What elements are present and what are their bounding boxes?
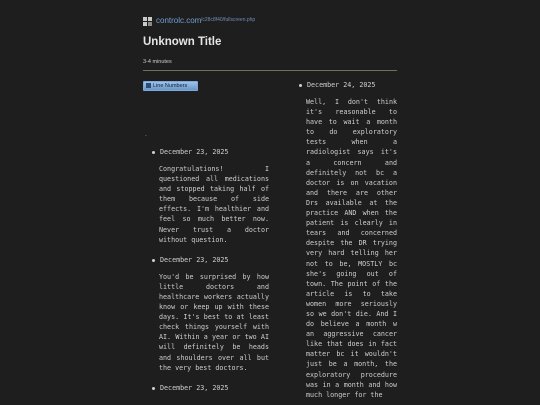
read-time: 3-4 minutes [143,59,172,65]
left-column [151,146,269,403]
comment-date: December 24, 2025 [298,79,397,91]
list-item [151,254,269,373]
line-numbers-label: Line Numbers [153,83,188,89]
page-title: Unknown Title [143,36,222,48]
comment-date: December 23, 2025 [151,382,269,394]
list-item [298,79,397,400]
site-name-link[interactable]: controlc.com [156,16,202,25]
list-item [151,146,269,245]
line-numbers-icon [146,83,151,88]
right-column [298,79,397,405]
header-divider [143,70,397,71]
comment-text: Well, I don't think it's reasonable to have to wait a month to do exploratory tests when a radiologist says it's a concern and definitely not bc a doctor is on vacation and there are other Drs available at the practice AND when the patient is clearly in tears and concerned despite the DR trying very hard telling her not to be, MOSTLY bc she's going out of town. The point of the article is to take women more seriously so we don't die. And I do believe a month w an aggressive cancer like that does in fact matter bc it wouldn't just be a month, the exploratory procedure was in a month and how much longer for the [306,98,397,399]
site-logo-icon [143,17,152,26]
comment-text: Congratulations! I questioned all medications and stopped taking half of them because of side effects. I'm healthier and feel so much better now. Never trust a doctor without question. [159,165,269,244]
site-path: /c28c8f40/fullscreen.php [201,17,256,23]
comment-date: December 23, 2025 [151,146,269,158]
site-header [143,15,398,29]
line-numbers-button[interactable] [143,81,198,91]
comment-date: December 23, 2025 [151,254,269,266]
stray-mark: . [145,131,147,138]
list-item [151,382,269,394]
comment-text: You'd be surprised by how little doctors and healthcare workers actually know or keep up with these days. It's best to at least check things yourself with AI. Within a year or two AI will definitely be heads and shoulders over all but the very best doctors. [159,272,269,372]
